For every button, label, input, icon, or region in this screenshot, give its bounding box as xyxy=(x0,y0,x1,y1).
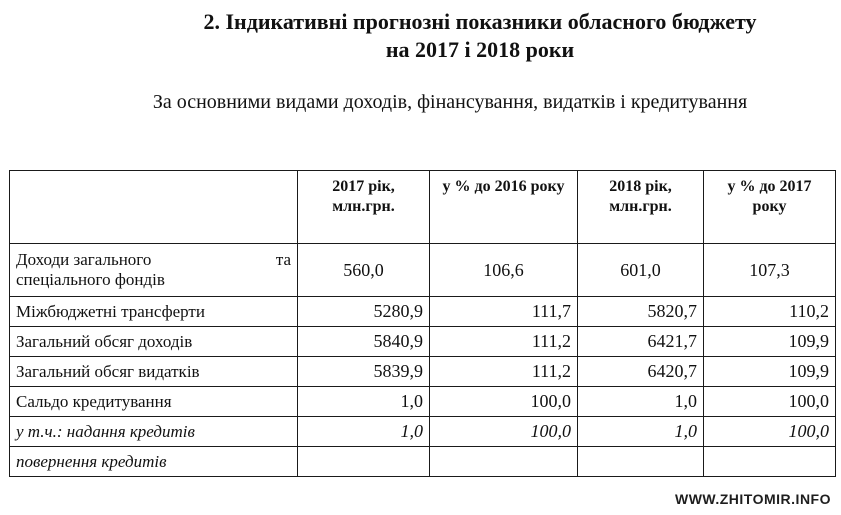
row-label-part-b: та xyxy=(275,250,291,269)
cell-pct-2017: 107,3 xyxy=(704,244,836,297)
cell-pct-2016: 111,7 xyxy=(430,297,578,327)
header-2017: 2017 рік, млн.грн. xyxy=(298,171,430,244)
row-label: Загальний обсяг видатків xyxy=(10,357,298,387)
cell-pct-2017: 100,0 xyxy=(704,387,836,417)
row-label-part-c: спеціального фондів xyxy=(16,270,165,289)
row-label: у т.ч.: надання кредитів xyxy=(10,417,298,447)
table-row xyxy=(10,447,836,477)
budget-table xyxy=(9,170,836,477)
table-row xyxy=(10,387,836,417)
table-row xyxy=(10,244,836,297)
cell-2018: 6420,7 xyxy=(578,357,704,387)
cell-2017: 5839,9 xyxy=(298,357,430,387)
cell-2017: 1,0 xyxy=(298,387,430,417)
cell-pct-2016 xyxy=(430,447,578,477)
cell-2018: 1,0 xyxy=(578,417,704,447)
cell-pct-2017: 109,9 xyxy=(704,357,836,387)
document-title xyxy=(160,8,800,64)
row-label: Загальний обсяг доходів xyxy=(10,327,298,357)
cell-2018: 601,0 xyxy=(578,244,704,297)
title-line-1: 2. Індикативні прогнозні показники обласного бюджету xyxy=(203,9,757,34)
table-row xyxy=(10,357,836,387)
row-label-part-a: Доходи загального xyxy=(16,250,152,269)
title-line-2: на 2017 і 2018 роки xyxy=(385,37,575,62)
cell-2018: 5820,7 xyxy=(578,297,704,327)
site-watermark: WWW.ZHITOMIR.INFO xyxy=(675,491,831,507)
cell-pct-2017 xyxy=(704,447,836,477)
cell-2017 xyxy=(298,447,430,477)
cell-pct-2016: 100,0 xyxy=(430,417,578,447)
table-header-row xyxy=(10,171,836,244)
header-pct-2016: у % до 2016 року xyxy=(430,171,578,244)
row-label: Міжбюджетні трансферти xyxy=(10,297,298,327)
table-row xyxy=(10,327,836,357)
cell-pct-2017: 100,0 xyxy=(704,417,836,447)
table-row xyxy=(10,297,836,327)
cell-pct-2016: 111,2 xyxy=(430,327,578,357)
header-2018: 2018 рік, млн.грн. xyxy=(578,171,704,244)
cell-pct-2017: 110,2 xyxy=(704,297,836,327)
cell-pct-2016: 106,6 xyxy=(430,244,578,297)
table-row xyxy=(10,417,836,447)
cell-2017: 5280,9 xyxy=(298,297,430,327)
row-label: повернення кредитів xyxy=(10,447,298,477)
cell-2017: 5840,9 xyxy=(298,327,430,357)
cell-2017: 560,0 xyxy=(298,244,430,297)
cell-2017: 1,0 xyxy=(298,417,430,447)
cell-2018: 6421,7 xyxy=(578,327,704,357)
cell-pct-2016: 100,0 xyxy=(430,387,578,417)
cell-2018 xyxy=(578,447,704,477)
cell-pct-2016: 111,2 xyxy=(430,357,578,387)
cell-2018: 1,0 xyxy=(578,387,704,417)
row-label xyxy=(10,244,298,297)
row-label: Сальдо кредитування xyxy=(10,387,298,417)
header-pct-2017: у % до 2017 року xyxy=(704,171,836,244)
document-subtitle: За основними видами доходів, фінансування, видатків і кредитування xyxy=(152,91,748,113)
header-label-cell xyxy=(10,171,298,244)
cell-pct-2017: 109,9 xyxy=(704,327,836,357)
